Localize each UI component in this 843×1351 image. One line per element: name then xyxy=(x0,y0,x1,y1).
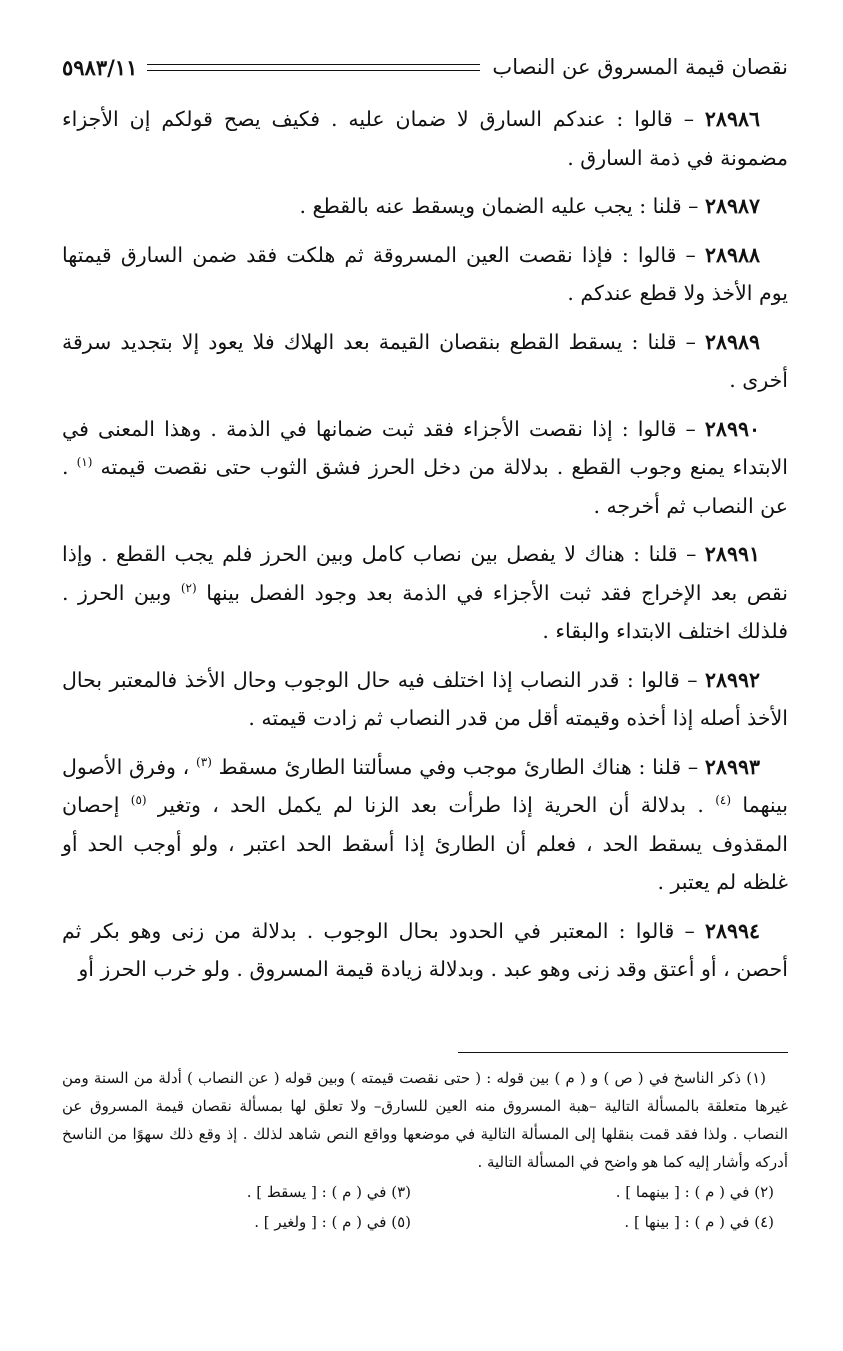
paragraph-text: – قالوا : فإذا نقصت العين المسروقة ثم هلكت فقد ضمن السارق قيمتها يوم الأخذ ولا قطع عندكم . xyxy=(62,242,788,305)
paragraph-28991 xyxy=(62,535,788,651)
paragraph-text: – قالوا : عندكم السارق لا ضمان عليه . فكيف يصح قولكم إن الأجزاء مضمونة في ذمة السارق . xyxy=(62,107,788,170)
paragraph-number: ٢٨٩٩١ xyxy=(704,542,760,566)
paragraph-number: ٢٨٩٨٨ xyxy=(704,242,760,267)
footnote-row xyxy=(62,1208,788,1236)
paragraph-28989 xyxy=(62,323,788,400)
paragraph-number: ٢٨٩٩٤ xyxy=(704,918,760,943)
paragraph-number: ٢٨٩٨٧ xyxy=(704,194,760,218)
paragraph-28990 xyxy=(62,410,788,526)
paragraph-text-cont: وبين الحرز . فلذلك اختلف الابتداء والبقاء . xyxy=(62,580,788,643)
paragraph-number: ٢٨٩٩٢ xyxy=(704,667,760,692)
paragraph-number: ٢٨٩٩٠ xyxy=(704,416,760,441)
paragraph-number: ٢٨٩٩٣ xyxy=(704,754,760,779)
paragraph-text: – قالوا : قدر النصاب إذا اختلف فيه حال الوجوب وحال الأخذ فالمعتبر بحال الأخذ أصله إذا أخذه وقيمته أقل من قدر النصاب ثم زادت قيمته . xyxy=(62,667,788,730)
footnote-4: (٤) في ( م ) : [ بينها ] . xyxy=(624,1213,774,1231)
footnote-ref-4[interactable]: (٤) xyxy=(715,793,732,808)
footnote-2: (٢) في ( م ) : [ بينهما ] . xyxy=(615,1183,774,1201)
paragraph-28992 xyxy=(62,661,788,738)
footnote-3: (٣) في ( م ) : [ يسقط ] . xyxy=(246,1183,411,1201)
paragraph-28988 xyxy=(62,236,788,313)
paragraph-28994 xyxy=(62,912,788,989)
footnote-ref-1[interactable]: (١) xyxy=(76,455,93,470)
paragraph-text: – قلنا : يجب عليه الضمان ويسقط عنه بالقطع . xyxy=(299,194,699,218)
footnote-5: (٥) في ( م ) : [ ولغير ] . xyxy=(254,1213,411,1231)
page-reference: ٥٩٨٣/١١ xyxy=(62,54,138,80)
paragraph-text-cont: إحصان المقذوف يسقط الحد ، فعلم أن الطارئ إذا أسقط الحد اعتبر ، ولو أوجب الحد أو غلظه لم يعتبر . xyxy=(62,793,788,894)
paragraph-28986 xyxy=(62,100,788,177)
footnote-row xyxy=(62,1178,788,1206)
main-text xyxy=(62,100,788,999)
paragraph-number: ٢٨٩٨٩ xyxy=(704,329,760,354)
header-rule xyxy=(147,64,480,71)
footnote-divider xyxy=(458,1052,788,1053)
paragraph-text-cont: . بدلالة أن الحرية إذا طرأت بعد الزنا لم يكمل الحد ، وتغير xyxy=(157,793,704,817)
paragraph-text-cont: . عن النصاب ثم أخرجه . xyxy=(62,455,788,518)
paragraph-28993 xyxy=(62,748,788,902)
running-header xyxy=(62,50,788,84)
paragraph-text: – قلنا : يسقط القطع بنقصان القيمة بعد الهلاك فلا يعود إلا بتجديد سرقة أخرى . xyxy=(62,329,788,392)
footnote-ref-3[interactable]: (٣) xyxy=(196,754,212,769)
footnote-1: (١) ذكر الناسخ في ( ص ) و ( م ) بين قوله : ( حتى نقصت قيمته ) وبين قوله ( عن النصاب ) أدلة من السنة ومن غيرها متعلقة بالمسألة التالية –هبة المسروق منه العين للسارق– ولا تعلق لها بمسألة نقصان قيمة المسروق عن النصاب . ولذا فقد قمت بنقلها إلى المسألة التالية في موضعها وواقع النص شاهد لذلك . إذ وقع ذلك سهوًا من الناسخ أدركه وأشار إليه كما هو واضح في المسألة التالية . xyxy=(62,1069,788,1171)
paragraph-text-cont: ، وفرق الأصول بينهما xyxy=(62,754,788,817)
paragraph-text: – قلنا : هناك الطارئ موجب وفي مسألتنا الطارئ مسقط xyxy=(218,754,699,779)
chapter-title: نقصان قيمة المسروق عن النصاب xyxy=(492,55,788,79)
paragraph-text: – قالوا : المعتبر في الحدود بحال الوجوب . بدلالة من زنى وهو بكر ثم أحصن ، أو أعتق وقد زنى وهو عبد . وبدلالة زيادة قيمة المسروق . ولو خرب الحرز أو xyxy=(62,918,788,981)
footnotes xyxy=(62,1064,788,1236)
footnote-ref-2[interactable]: (٢) xyxy=(180,580,197,595)
paragraph-number: ٢٨٩٨٦ xyxy=(704,107,760,131)
paragraph-28987 xyxy=(62,187,788,226)
paragraph-text: – قلنا : هناك لا يفصل بين نصاب كامل وبين الحرز فلم يجب القطع . وإذا نقص بعد الإخراج فقد ثبت الأجزاء في الذمة بعد وجود الفصل بينها xyxy=(62,542,788,605)
footnote-ref-5[interactable]: (٥) xyxy=(130,793,147,808)
paragraph-text: – قالوا : إذا نقصت الأجزاء فقد ثبت ضمانها في الذمة . وهذا المعنى في الابتداء يمنع وجوب القطع . بدلالة من دخل الحرز فشق الثوب حتى نقصت قيمته xyxy=(62,416,788,479)
